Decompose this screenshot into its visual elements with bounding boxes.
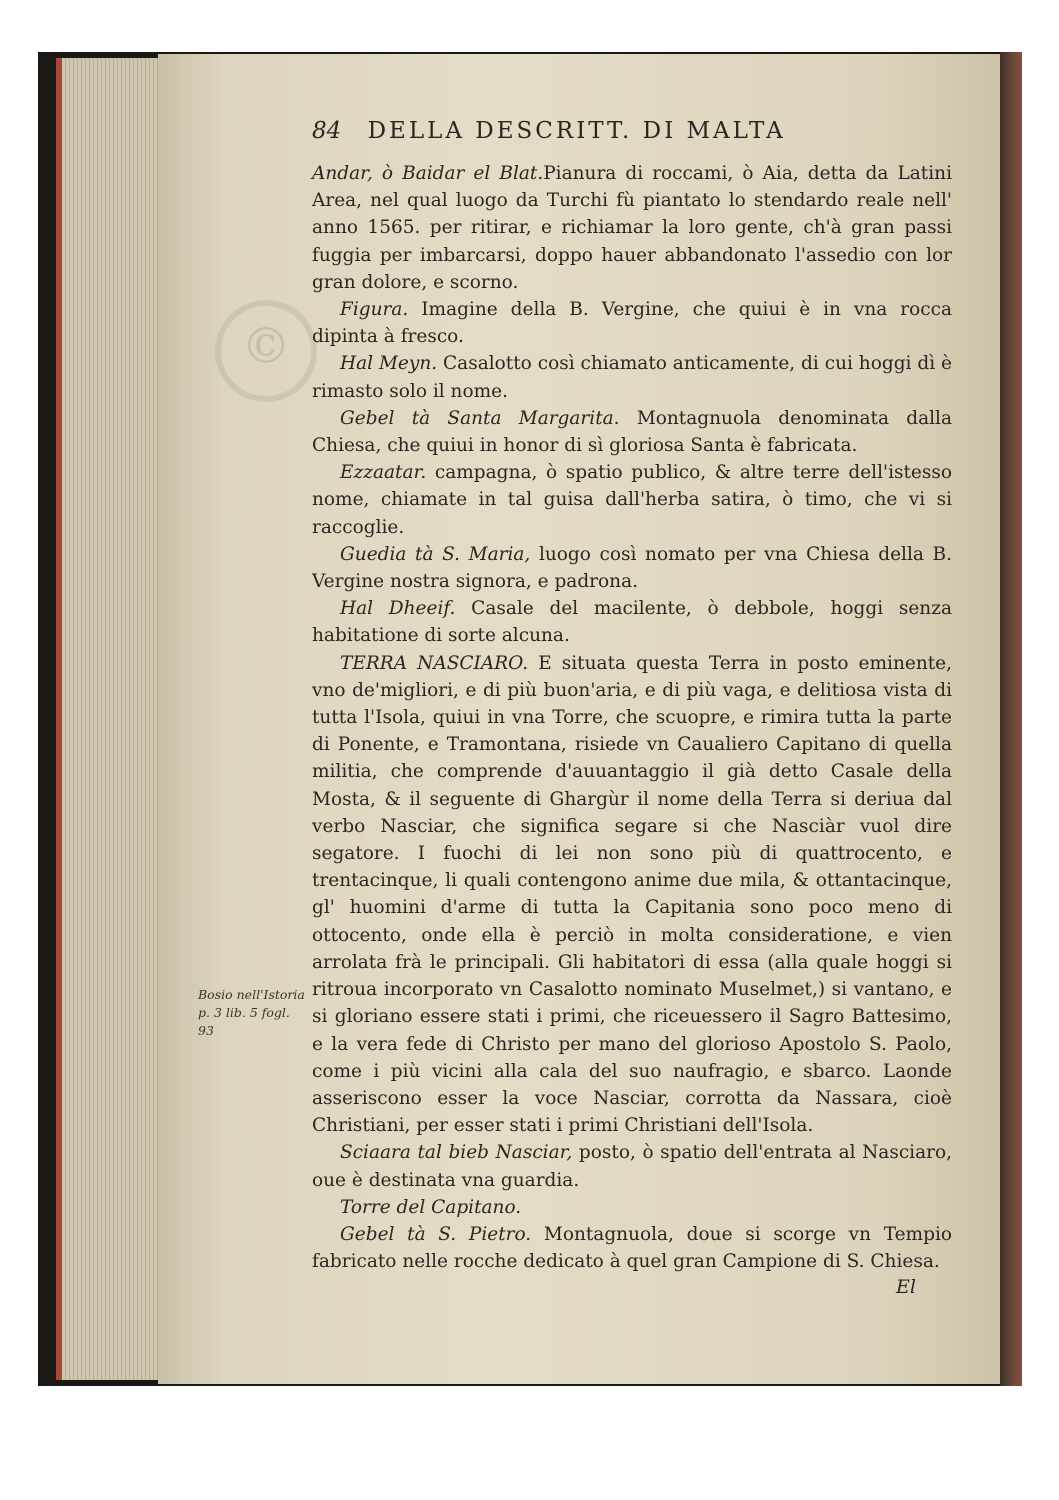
paragraph (312, 405, 952, 459)
entry-body: campagna, ò spatio publico, & altre terre dell'istesso nome, chiamate in tal guisa dall'herba satira, ò timo, che vi si raccoglie. (312, 462, 952, 538)
entry-head: Andar, ò Baidar el Blat. (312, 163, 544, 184)
entry-body: posto, ò spatio dell'entrata al Nasciaro, oue è destinata vna guardia. (312, 1142, 952, 1191)
page-number: 84 (312, 118, 342, 144)
entry-head: Figura. (340, 299, 409, 321)
entry-body: Montagnuola denominata dalla Chiesa, che quiui in honor di sì gloriosa Santa è fabricata. (312, 407, 952, 457)
margin-note-line: Bosio nell'Istoria (198, 987, 305, 1002)
entry-head: Guedia tà S. Maria, (340, 543, 531, 565)
entry-body: Montagnuola, doue si scorge vn Tempio fabricato nelle rocche dedicato à quel gran Campione di S. Chiesa. (312, 1223, 952, 1273)
entry-body: luogo così nomato per vna Chiesa della B. Vergine nostra signora, e padrona. (312, 543, 952, 593)
page-header (312, 118, 786, 144)
entry-head: TERRA NASCIARO. (340, 652, 529, 674)
paragraph (312, 595, 952, 649)
paragraph (312, 650, 952, 1140)
copyright-watermark-icon: © (215, 300, 317, 402)
entry-head: Torre del Capitano. (340, 1196, 522, 1218)
paragraph (312, 350, 952, 404)
entry-body: Pianura di roccami, ò Aia, detta da Latini Area, nel qual luogo da Turchi fù piantato lo stendardo reale nell' anno 1565. per ritirar, e richiamar la loro gente, ch'à gran passi fuggia per imbarcarsi, doppo hauer abbandonato l'assedio con lor gran dolore, e scorno. (312, 163, 952, 293)
entry-head: Gebel tà S. Pietro. (340, 1223, 532, 1245)
paragraph (312, 160, 952, 296)
page-edges (56, 58, 172, 1380)
entry-body: Casalotto così chiamato anticamente, di cui hoggi dì è rimasto solo il nome. (312, 353, 952, 402)
entry-head: Ezzaatar. (340, 462, 427, 484)
paragraph (312, 541, 952, 595)
paragraph (312, 1221, 952, 1275)
running-title: DELLA DESCRITT. DI MALTA (367, 118, 786, 144)
catchword: El (896, 1276, 916, 1298)
paragraph (312, 459, 952, 541)
body-text (312, 160, 952, 1275)
paragraph (312, 296, 952, 350)
entry-body: Casale del macilente, ò debbole, hoggi senza habitatione di sorte alcuna. (312, 598, 952, 647)
entry-head: Hal Dheeif. (340, 598, 456, 620)
binding-edge (1000, 52, 1022, 1386)
paragraph (312, 1194, 952, 1221)
entry-body: E situata questa Terra in posto eminente, vno de'migliori, e di più buon'aria, e di più vaga, e delitiosa vista di tutta l'Isola, quiui in vna Torre, che scuopre, e rimira tutta la parte di Ponente, e Tramontana, risiede vn Caualiero Capitano di quella militia, che comprende d'auuantaggio il già detto Casale della Mosta, & il seguente di Ghargùr il nome della Terra si deriua dal verbo Nasciar, che significa segare si che Nasciàr vuol dire segatore. I fuochi di lei non sono più di quattrocento, e trentacinque, li quali contengono anime due mila, & ottantacinque, gl' huomini d'arme di tutta la Capitania sono poco meno di ottocento, onde ella è perciò in molta consideratione, e vien arrolata frà le principali. Gli habitatori di essa (alla quale hoggi si ritroua incorporato vn Casalotto nominato Muselmet,) si vantano, e si gloriano essere stati i primi, che riceuessero il Sagro Battesimo, e la vera fede di Christo per mano del glorioso Apostolo S. Paolo, come i più vicini alla cala del suo naufragio, e sbarco. Laonde asseriscono esser la voce Nasciar, corrotta da Nassara, cioè Christiani, per esser stati i primi Christiani dell'Isola. (312, 652, 952, 1137)
entry-head: Gebel tà Santa Margarita. (340, 407, 620, 429)
entry-head: Hal Meyn. (340, 353, 438, 375)
margin-note-line: p. 3 lib. 5 fogl. 93 (198, 1005, 290, 1038)
entry-head: Sciaara tal bieb Nasciar, (340, 1142, 573, 1164)
paragraph (312, 1139, 952, 1193)
entry-body: Imagine della B. Vergine, che quiui è in vna rocca dipinta à fresco. (312, 299, 952, 348)
margin-note (198, 986, 308, 1040)
